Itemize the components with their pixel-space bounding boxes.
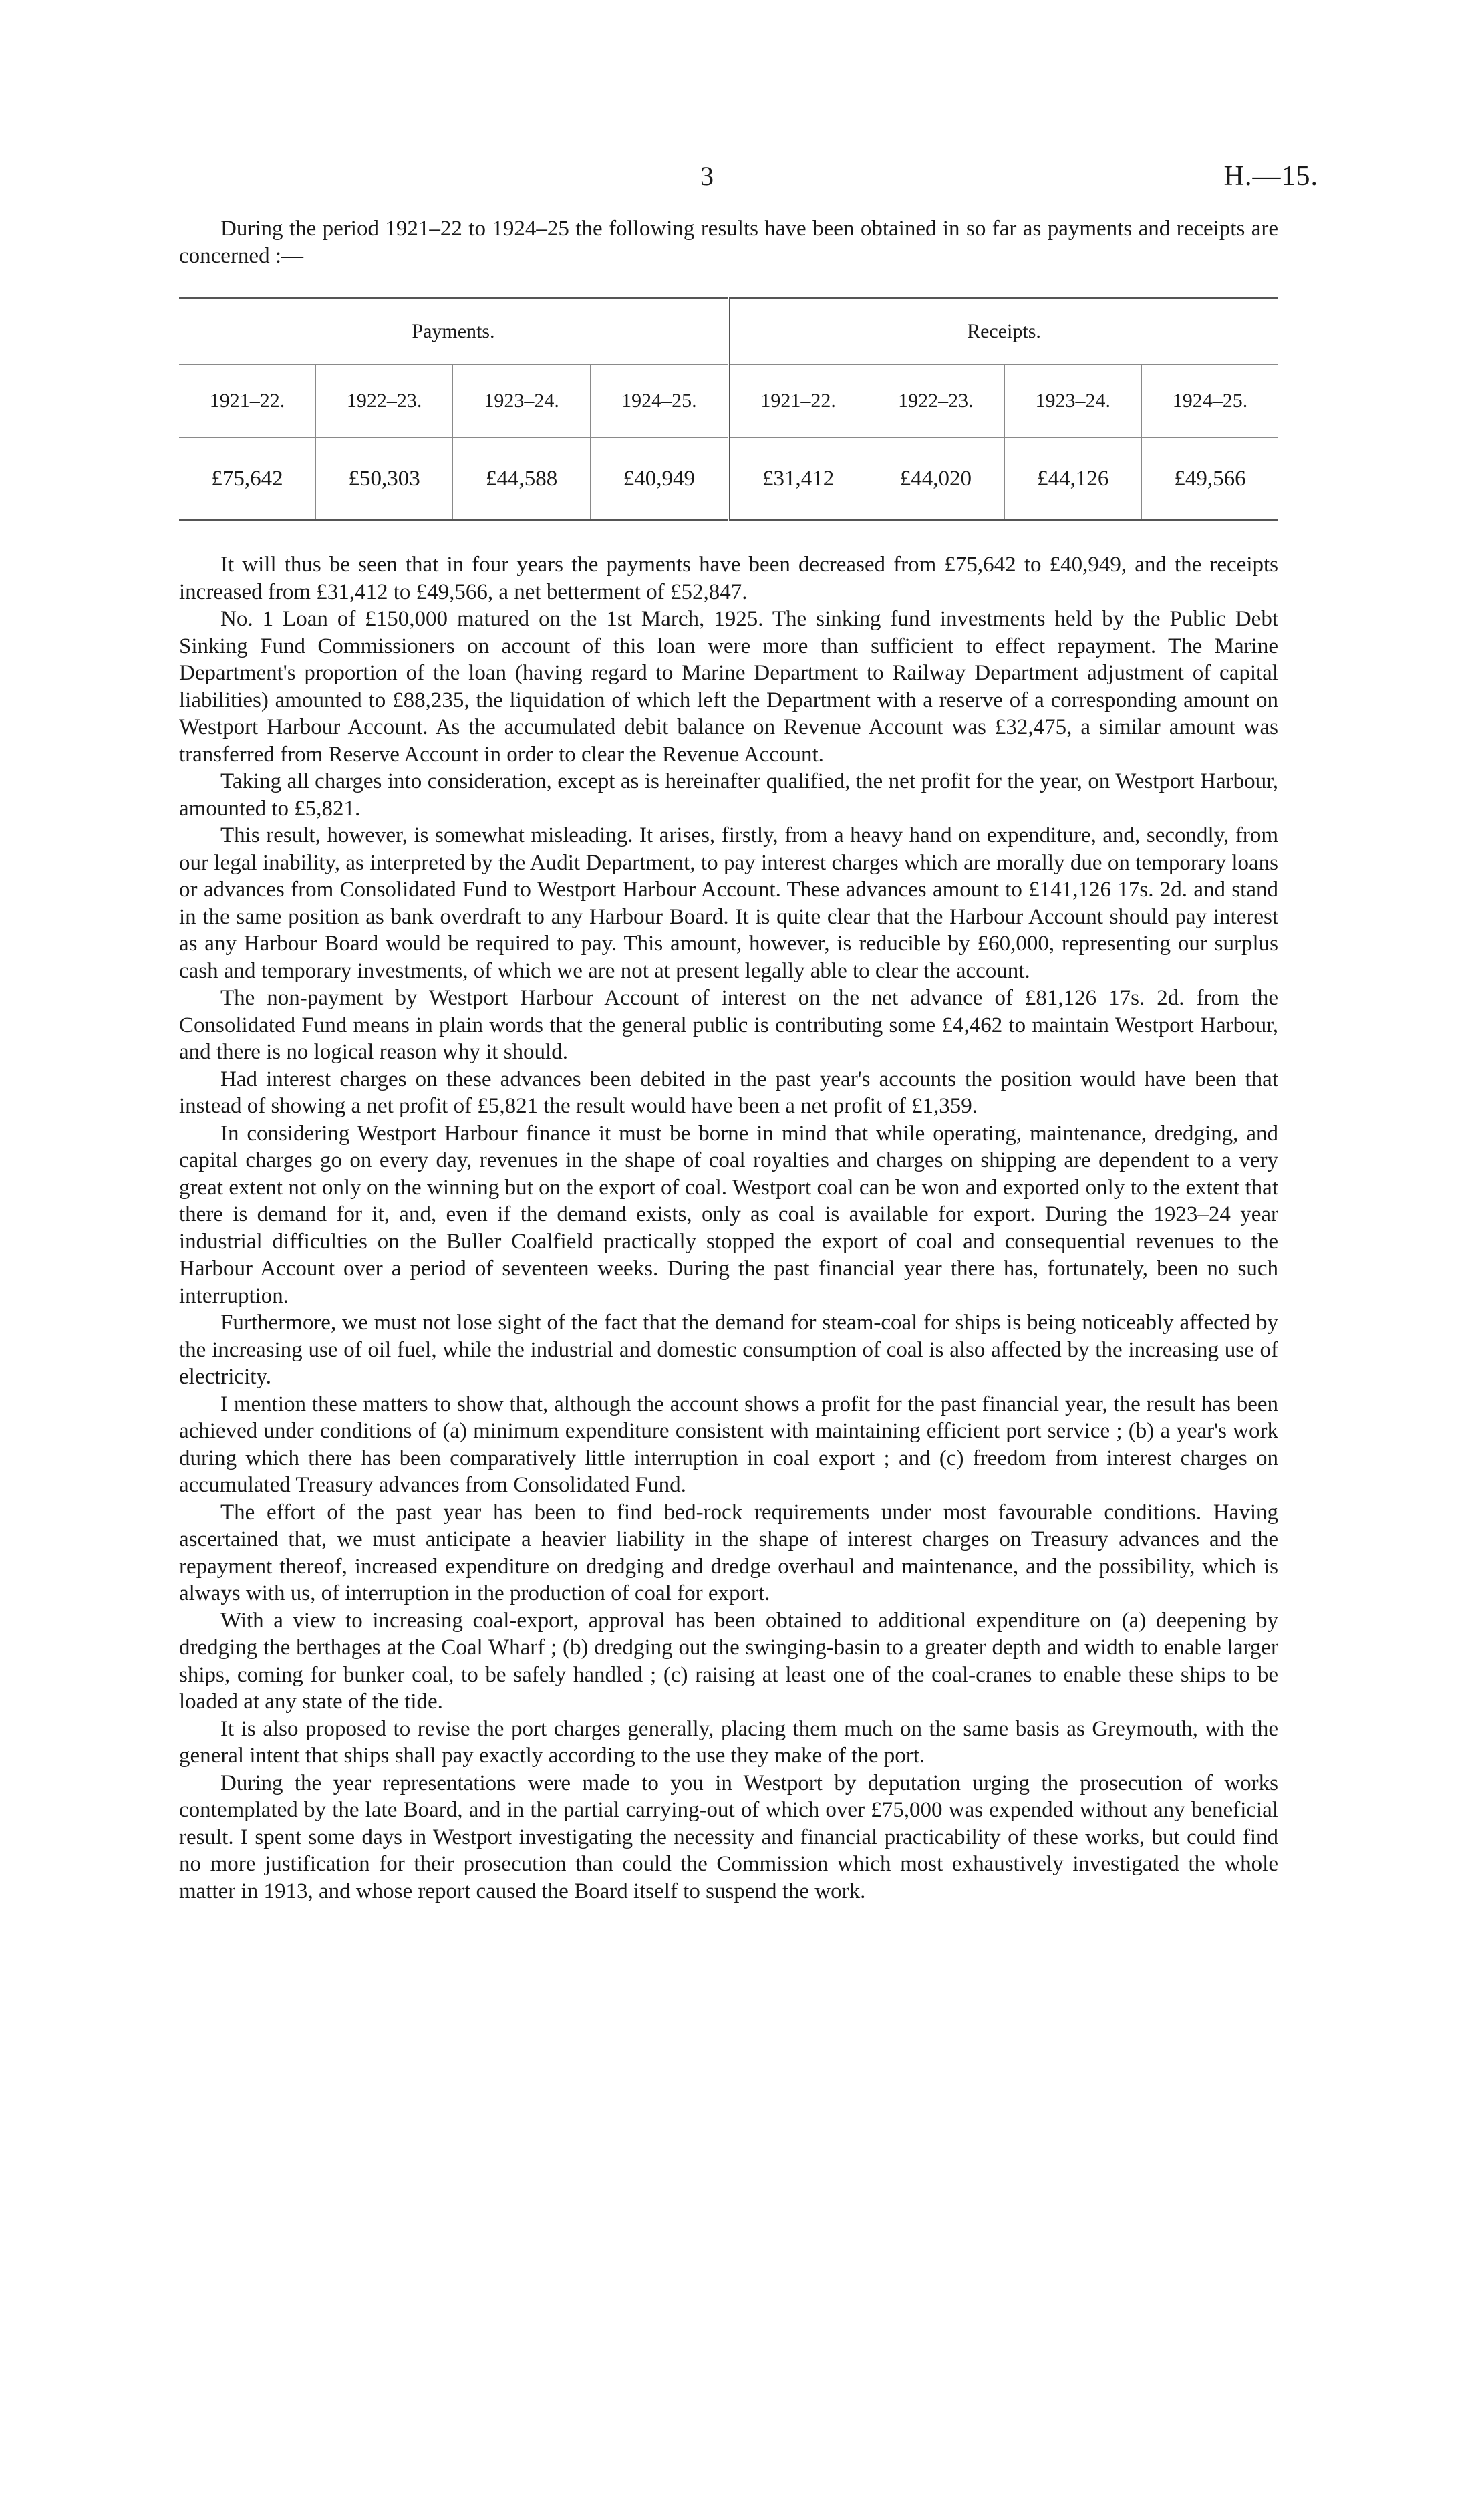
paragraph: Had interest charges on these advances been debited in the past year's accounts the position would have been that instead of showing a net profit of £5,821 the result would have been a net profit of £1,359. xyxy=(179,1067,1278,1118)
payments-header: Payments. xyxy=(179,298,728,365)
payment-cell: £75,642 xyxy=(179,438,315,521)
paragraph: It is also proposed to revise the port charges generally, placing them much on the same basis as Greymouth, with the general intent that ships shall pay exactly according to the use they make of the port. xyxy=(179,1716,1278,1768)
paragraph: With a view to increasing coal-export, approval has been obtained to additional expenditure on (a) deepening by dredging the berthages at the Coal Wharf ; (b) dredging out the swinging-basin to a greater depth and width to enable larger ships, coming for bunker coal, to be safely handled ; (c) raising at least one of the coal-cranes to enable these ships to be loaded at any state of the tide. xyxy=(179,1608,1278,1714)
payments-year-header: 1922–23. xyxy=(315,365,452,438)
document-page xyxy=(179,160,1318,1905)
paragraph: The non-payment by Westport Harbour Account of interest on the net advance of £81,126 17s. 2d. from the Consolidated Fund means in plain words that the general public is contributing some £4,462 to maintain Westport Harbour, and there is no logical reason why it should. xyxy=(179,986,1278,1064)
payments-year-header: 1921–22. xyxy=(179,365,315,438)
paragraph: During the year representations were made to you in Westport by deputation urging the prosecution of works contemplated by the late Board, and in the partial carrying-out of which over £75,000 was expended without any beneficial result. I spent some days in Westport investigating the necessity and financial practicability of these works, but could find no more justification for their prosecution than could the Commission which most exhaustively investigated the whole matter in 1913, and whose report caused the Board itself to suspend the work. xyxy=(179,1770,1278,1903)
receipts-year-header: 1923–24. xyxy=(1004,365,1141,438)
page-number: 3 xyxy=(700,161,714,191)
paragraph: No. 1 Loan of £150,000 matured on the 1st March, 1925. The sinking fund investments held by the Public Debt Sinking Fund Commissioners on account of this loan were more than sufficient to effect repayment. The Marine Department's proportion of the loan (having regard to Marine Department to Railway Department adjustment of capital liabilities) amounted to £88,235, the liquidation of which left the Department with a reserve of a corresponding amount on Westport Harbour Account. As the accumulated debit balance on Revenue Account was £32,475, a similar amount was transferred from Reserve Account in order to clear the Revenue Account. xyxy=(179,607,1278,767)
receipts-year-header: 1922–23. xyxy=(867,365,1004,438)
payments-receipts-table xyxy=(179,297,1278,521)
document-reference: H.—15. xyxy=(1223,161,1318,192)
page-header xyxy=(179,160,1318,207)
payment-cell: £44,588 xyxy=(453,438,590,521)
paragraph: In considering Westport Harbour finance it must be borne in mind that while operating, maintenance, dredging, and capital charges go on every day, revenues in the shape of coal royalties and charges on shipping are dependent to a very great extent not only on the winning but on the export of coal. Westport coal can be won and exported only to the extent that there is demand for it, and, even if the demand exists, only as coal is available for export. During the 1923–24 year industrial difficulties on the Buller Coalfield practically stopped the export of coal and consequential revenues to the Harbour Account over a period of seventeen weeks. During the past financial year there has, fortunately, been no such interruption. xyxy=(179,1121,1278,1308)
payment-cell: £40,949 xyxy=(590,438,728,521)
paragraph: It will thus be seen that in four years the payments have been decreased from £75,642 to £40,949, and the receipts increased from £31,412 to £49,566, a net betterment of £52,847. xyxy=(179,553,1278,604)
body-text xyxy=(179,551,1278,1905)
receipts-year-header: 1921–22. xyxy=(728,365,867,438)
paragraph: The effort of the past year has been to find bed-rock requirements under most favourable conditions. Having ascertained that, we must anticipate a heavier liability in the shape of interest charges on Treasury advances and the repayment thereof, increased expenditure on dredging and dredge overhaul and maintenance, and the possibility, which is always with us, of interruption in the production of coal for export. xyxy=(179,1500,1278,1605)
payments-year-header: 1924–25. xyxy=(590,365,728,438)
receipt-cell: £44,126 xyxy=(1004,438,1141,521)
paragraph: This result, however, is somewhat misleading. It arises, firstly, from a heavy hand on expenditure, and, secondly, from our legal inability, as interpreted by the Audit Department, to pay interest charges which are morally due on temporary loans or advances from Consolidated Fund to Westport Harbour Account. These advances amount to £141,126 17s. 2d. and stand in the same position as bank overdraft to any Harbour Board. It is quite clear that the Harbour Account should pay interest as any Harbour Board would be required to pay. This amount, however, is reducible by £60,000, representing our surplus cash and temporary investments, of which we are not at present legally able to clear the account. xyxy=(179,823,1278,983)
paragraph: Furthermore, we must not lose sight of the fact that the demand for steam-coal for ships is being noticeably affected by the increasing use of oil fuel, while the industrial and domestic consumption of coal is also affected by the increasing use of electricity. xyxy=(179,1311,1278,1389)
intro-paragraph: During the period 1921–22 to 1924–25 the following results have been obtained in so far as payments and receipts are concerned :— xyxy=(179,217,1278,268)
receipt-cell: £44,020 xyxy=(867,438,1004,521)
receipts-header: Receipts. xyxy=(728,298,1278,365)
paragraph: I mention these matters to show that, although the account shows a profit for the past financial year, the result has been achieved under conditions of (a) minimum expenditure consistent with maintaining efficient port service ; (b) a year's work during which there has been comparatively little interruption in coal export ; and (c) freedom from interest charges on accumulated Treasury advances from Consolidated Fund. xyxy=(179,1392,1278,1497)
receipts-year-header: 1924–25. xyxy=(1141,365,1278,438)
paragraph: Taking all charges into consideration, except as is hereinafter qualified, the net profit for the year, on Westport Harbour, amounted to £5,821. xyxy=(179,769,1278,821)
payments-year-header: 1923–24. xyxy=(453,365,590,438)
receipt-cell: £49,566 xyxy=(1141,438,1278,521)
table-row xyxy=(179,438,1278,521)
receipt-cell: £31,412 xyxy=(728,438,867,521)
payment-cell: £50,303 xyxy=(315,438,452,521)
